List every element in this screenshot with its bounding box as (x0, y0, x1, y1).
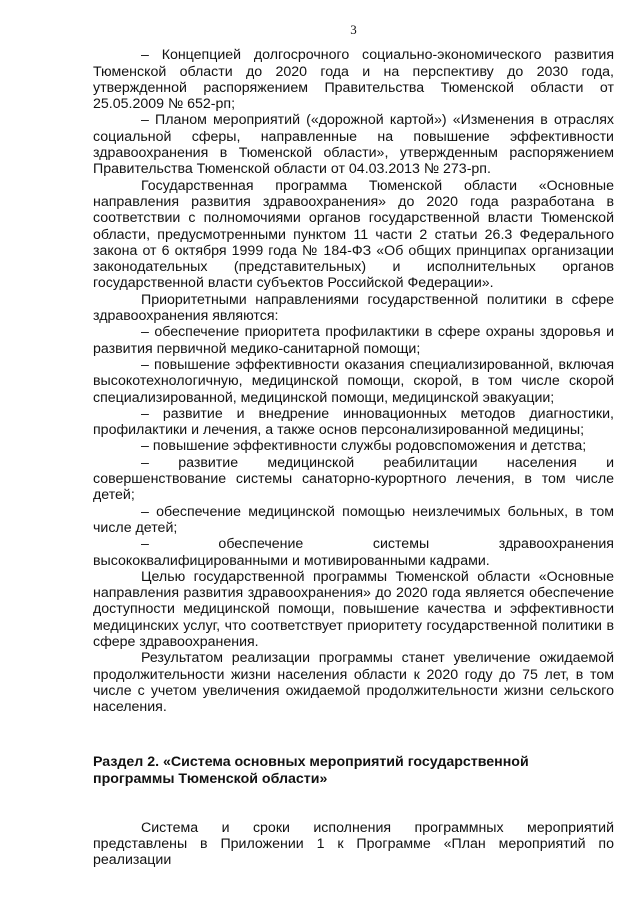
list-item-specialized-care: – повышение эффективности оказания специализированной, включая высокотехнологичную, медицинской помощи, скорой, в том числе скорой специализированной, медицинской помощи, медицинской эвакуации; (93, 356, 614, 406)
list-item-innovation: – развитие и внедрение инновационных методов диагностики, профилактики и лечения, а также основ персонализированной медицины; (93, 405, 614, 439)
list-item-prevention: – обеспечение приоритета профилактики в сфере охраны здоровья и развития первичной медико-санитарной помощи; (93, 324, 614, 357)
paragraph-roadmap: – Планом мероприятий («дорожной картой») «Изменения в отраслях социальной сферы, направленные на повышение эффективности здравоохранения в Тюменской области», утвержденным распоряжением Правительства Тюменской области от 04.03.2013 № 273-рп. (93, 112, 614, 178)
paragraph-concept: – Концепцией долгосрочного социально-экономического развития Тюменской области до 2020 года и на перспективу до 2030 года, утвержденной распоряжением Правительства Тюменской области от 25.05.2009 № 652-рп; (93, 47, 614, 113)
paragraph-system-schedule: Система и сроки исполнения программных мероприятий представлены в Приложении 1 к Программе «План мероприятий по реализации (93, 819, 614, 869)
paragraph-priorities-intro: Приоритетными направлениями государственной политики в сфере здравоохранения являются: (93, 291, 614, 325)
list-item-maternity: – повышение эффективности службы родовспоможения и детства; (141, 438, 587, 455)
list-item-staffing: – обеспечение системы здравоохранения высококвалифицированными и мотивированными кадрами. (93, 536, 614, 569)
list-item-palliative: – обеспечение медицинской помощью неизлечимых больных, в том числе детей; (93, 503, 614, 536)
section-heading: Раздел 2. «Система основных мероприятий государственной программы Тюменской области» (93, 754, 529, 788)
paragraph-program-result: Результатом реализации программы станет увеличение ожидаемой продолжительности жизни населения области к 2020 году до 75 лет, в том числе с учетом увеличения ожидаемой продолжительности жизни сельского населения. (93, 650, 614, 716)
paragraph-program-goal: Целью государственной программы Тюменской области «Основные направления развития здравоохранения» до 2020 года является обеспечение доступности медицинской помощи, повышение качества и эффективности медицинских услуг, что соответствует приоритету государственной политики в сфере здравоохранения. (93, 568, 614, 650)
page-number: 3 (350, 22, 357, 37)
list-item-rehabilitation: – развитие медицинской реабилитации населения и совершенствование системы санаторно-курортного лечения, в том числе детей; (93, 454, 614, 504)
paragraph-program-basis: Государственная программа Тюменской области «Основные направления развития здравоохранения» до 2020 года разработана в соответствии с полномочиями органов государственной власти Тюменской области, предусмотренными пунктом 11 части 2 статьи 26.3 Федерального закона от 6 октября 1999 года № 184-ФЗ «Об общих принципах организации законодательных (представительных) и исполнительных органов государственной власти субъектов Российской Федерации». (93, 177, 614, 292)
